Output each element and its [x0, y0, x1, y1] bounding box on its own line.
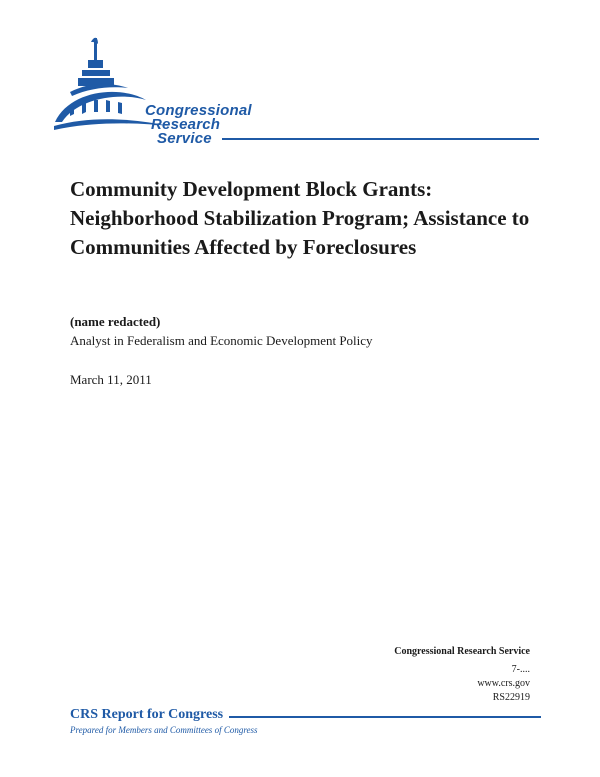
logo-text-congressional: Congressional	[145, 102, 252, 119]
logo-rule	[222, 138, 539, 140]
footer-title: CRS Report for Congress	[70, 707, 224, 722]
contact-organization: Congressional Research Service	[394, 646, 530, 657]
contact-block	[394, 645, 530, 705]
report-date: March 11, 2011	[70, 372, 152, 387]
report-title: Community Development Block Grants: Neighborhood Stabilization Program; Assistance to Communities Affected by Foreclosures	[70, 177, 530, 259]
contact-phone: 7-....	[511, 664, 530, 675]
logo-text-service: Service	[157, 130, 212, 147]
footer-subtitle: Prepared for Members and Committees of Congress	[70, 725, 258, 735]
logo-text-research: Research	[151, 116, 221, 133]
footer-rule	[229, 716, 541, 718]
author-name: (name redacted)	[70, 314, 161, 329]
report-number: RS22919	[492, 692, 530, 703]
contact-website[interactable]: www.crs.gov	[477, 678, 530, 689]
author-role: Analyst in Federalism and Economic Development Policy	[70, 333, 373, 348]
crs-logo	[50, 30, 550, 150]
